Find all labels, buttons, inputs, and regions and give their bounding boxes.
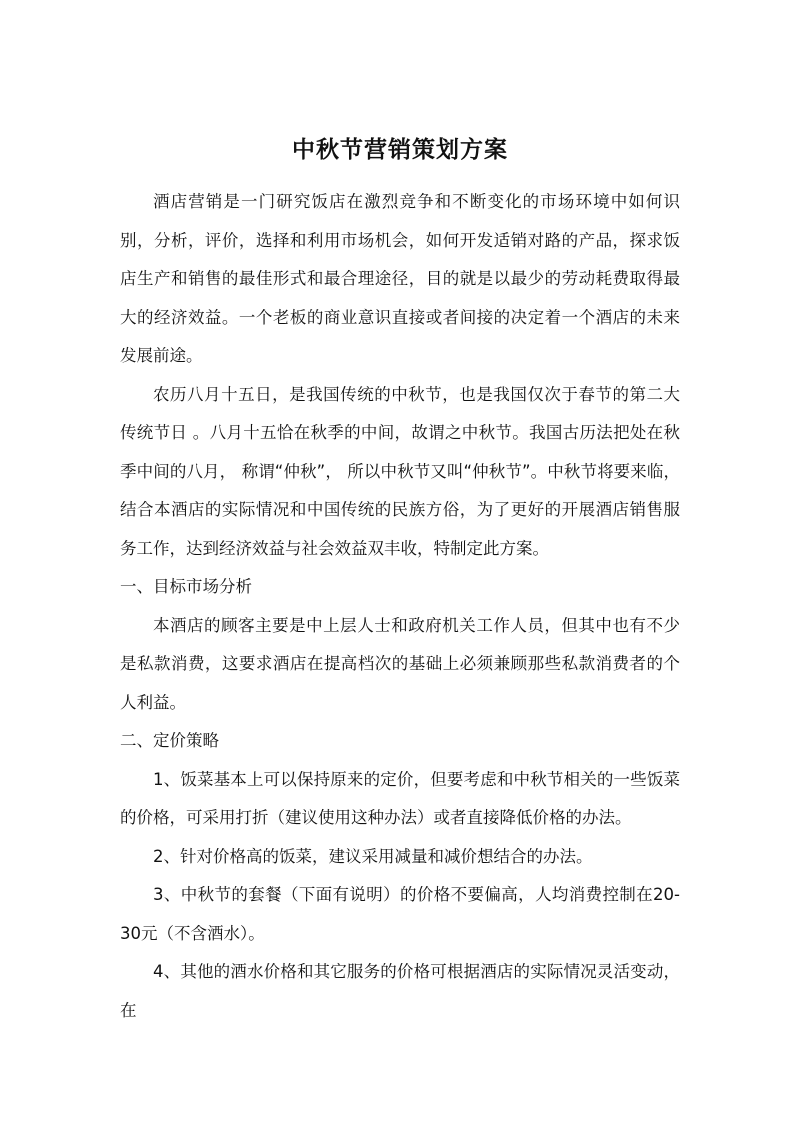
paragraph-pricing-2: 2、针对价格高的饭菜，建议采用减量和减价想结合的办法。 [153,846,593,866]
document-title: 中秋节营销策划方案 [292,137,508,163]
section-heading-pricing: 二、定价策略 [120,731,219,750]
document-body [120,183,680,1030]
section-heading-target-market: 一、目标市场分析 [120,577,252,596]
paragraph-intro: 酒店营销是一门研究饭店在激烈竞争和不断变化的市场环境中如何识别，分析，评价，选择和利用市场机会，如何开发适销对路的产品，探求饭店生产和销售的最佳形式和最合理途径，目的就是以最少的劳动耗费取得最大的经济效益。一个老板的商业意识直接或者间接的决定着一个酒店的未来发展前途。 [120,192,680,365]
paragraph-pricing-4: 4、其他的酒水价格和其它服务的价格可根据酒店的实际情况灵活变动，在 [120,962,680,1020]
paragraph-target-market: 本酒店的顾客主要是中上层人士和政府机关工作人员，但其中也有不少是私款消费，这要求酒店在提高档次的基础上必须兼顾那些私款消费者的个人利益。 [120,615,680,712]
paragraph-pricing-1: 1、饭菜基本上可以保持原来的定价，但要考虑和中秋节相关的一些饭菜的价格，可采用打折（建议使用这种办法）或者直接降低价格的办法。 [120,769,680,827]
paragraph-mid-autumn: 农历八月十五日，是我国传统的中秋节，也是我国仅次于春节的第二大传统节日 。八月十五恰在秋季的中间，故谓之中秋节。我国古历法把处在秋季中间的八月， 称谓“仲秋”， 所以中秋节又叫“仲秋节”。中秋节将要来临，结合本酒店的实际情况和中国传统的民族方俗，为了更好的开展酒店销售服务工作，达到经济效益与社会效益双丰收，特制定此方案。 [120,384,680,558]
paragraph-pricing-3: 3、中秋节的套餐（下面有说明）的价格不要偏高，人均消费控制在20-30元（不含酒水）。 [120,885,680,943]
